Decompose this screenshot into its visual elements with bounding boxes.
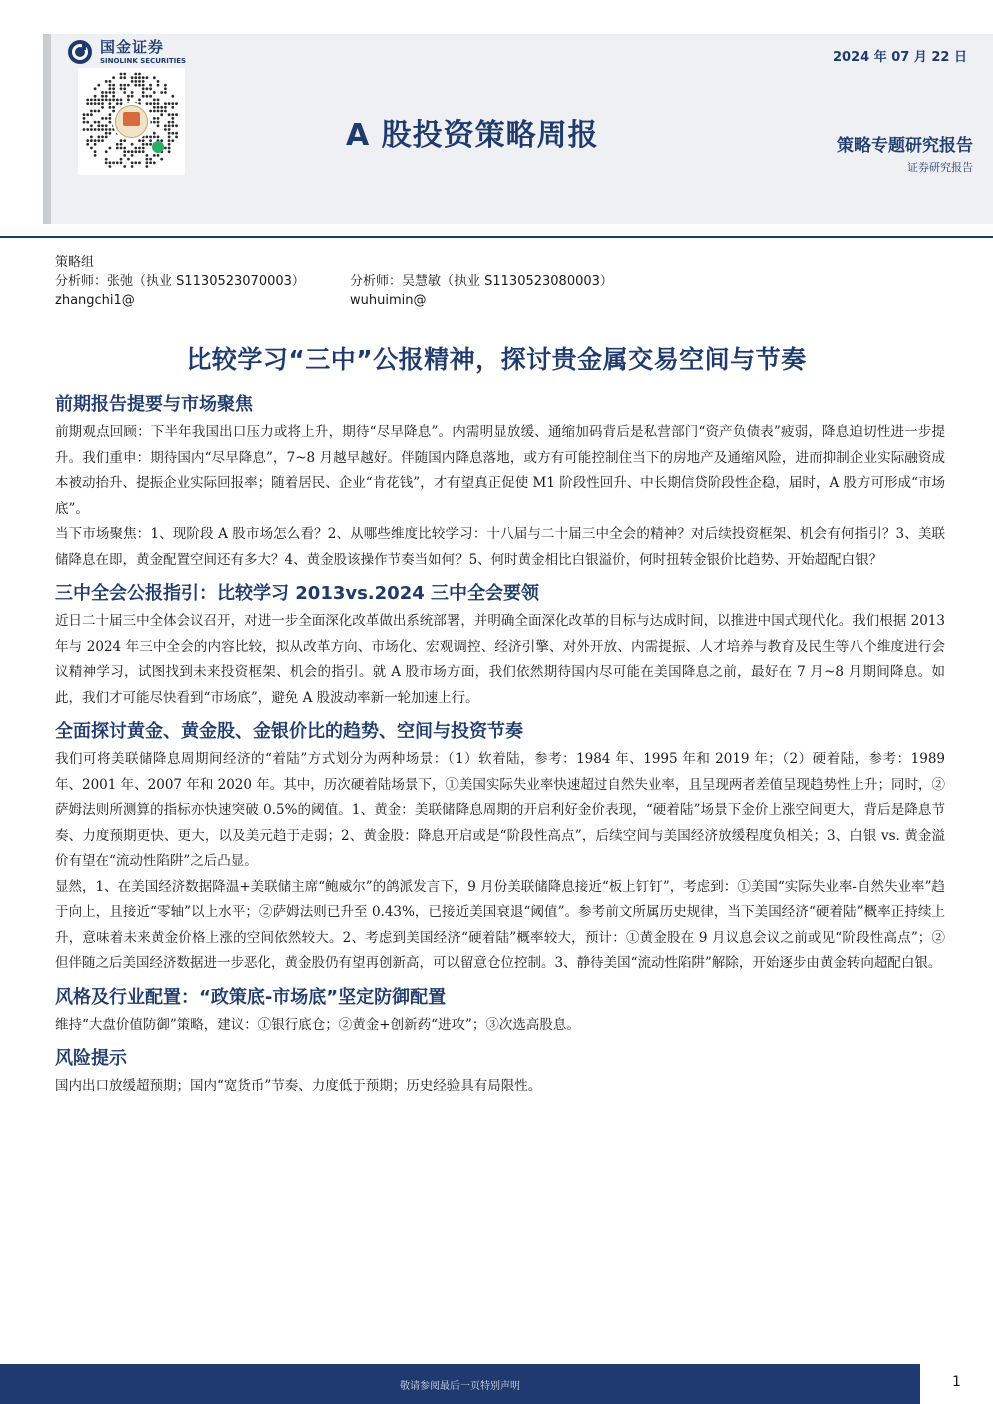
main-headline: 比较学习“三中”公报精神，探讨贵金属交易空间与节奏 bbox=[186, 345, 807, 374]
paragraph: 我们可将美联储降息周期间经济的“着陆”方式划分为两种场景：（1）软着陆，参考：1984 年、1995 年和 2019 年；（2）硬着陆，参考：1989 年、2001 年、2007 年和 2020 年。其中，历次硬着陆场景下，①美国实际失业率快速超过自然失业率，且呈现两者差值呈现趋势性上升；同时，②萨姆法则所测算的指标亦快速突破 0.5%的阈值。1、黄金：美联储降息周期的开启利好金价表现，“硬着陆”场景下金价上涨空间更大，背后是降息节奏、力度预期更快、更大，以及美元趋于走弱；2、黄金股：降息开启或是“阶段性高点”，后续空间与美国经济放缓程度负相关；3、白银 vs. 黄金溢价有望在“流动性陷阱”之后凸显。 bbox=[55, 751, 945, 869]
section-gold-analysis bbox=[55, 720, 945, 977]
paragraph: 国内出口放缓超预期；国内“宽货币”节奏、力度低于预期；历史经验具有局限性。 bbox=[55, 1078, 542, 1094]
paragraph: 当下市场聚焦：1、现阶段 A 股市场怎么看？2、从哪些维度比较学习：十八届与二十届三中全会的精神？对后续投资框架、机会有何指引？3、美联储降息在即，黄金配置空间还有多大？4、黄金股该操作节奏当如何？5、何时黄金相比白银溢价，何时扭转金银价比趋势、开始超配白银？ bbox=[55, 526, 945, 568]
footer-disclaimer-note[interactable]: 敬请参阅最后一页特别声明 bbox=[400, 1381, 520, 1392]
section-third-plenum bbox=[55, 582, 945, 711]
paragraph: 前期观点回顾：下半年我国出口压力或将上升，期待“尽早降息”。内需明显放缓、通缩加码背后是私营部门“资产负债表”疲弱，降息迫切性进一步提升。我们重申：期待国内“尽早降息”，7~8 月越早越好。伴随国内降息落地，或方有可能控制住当下的房地产及通缩风险，进而抑制企业实际融资成本被动抬升、提振企业实际回报率；随着居民、企业“肯花钱”，才有望真正促使 M1 阶段性回升、中长期信贷阶段性企稳，届时，A 股方可形成“市场底”。 bbox=[55, 424, 945, 517]
report-date: 2024 年 07 月 22 日 bbox=[833, 50, 967, 65]
section-title: 风险提示 bbox=[55, 1048, 127, 1069]
analyst-1-line: 分析师：张弛（执业 S1130523070003） bbox=[55, 274, 305, 289]
paragraph: 显然，1、在美国经济数据降温+美联储主席“鲍威尔”的鸽派发言下，9 月份美联储降息接近“板上钉钉”，考虑到：①美国“实际失业率-自然失业率”趋于向上，且接近“零轴”以上水平；②萨姆法则已升至 0.43%，已接近美国衰退“阈值”。参考前文所属历史规律，当下美国经济“硬着陆”概率正持续上升，意味着未来黄金价格上涨的空间依然较大。2、考虑到美国经济“硬着陆”概率较大，预计：①黄金股在 9 月议息会议之前或见“阶段性高点”；②但伴随之后美国经济数据进一步恶化，黄金股仍有望再创新高，可以留意仓位控制。3、静待美国“流动性陷阱”解除，开始逐步由黄金转向超配白银。 bbox=[55, 878, 945, 971]
header-band-shadow bbox=[43, 34, 51, 224]
section-previous-summary bbox=[55, 393, 945, 573]
brand-name-cn: 国金证券 bbox=[100, 37, 165, 56]
report-type: 策略专题研究报告 bbox=[837, 136, 973, 156]
research-group: 策略组 bbox=[55, 255, 95, 270]
analyst-1-email[interactable]: zhangchi1@ bbox=[55, 293, 135, 308]
header-divider bbox=[0, 236, 993, 238]
section-title: 三中全会公报指引：比较学习 2013vs.2024 三中全会要领 bbox=[55, 583, 540, 604]
analyst-block bbox=[55, 253, 935, 310]
section-title: 全面探讨黄金、黄金股、金银价比的趋势、空间与投资节奏 bbox=[55, 721, 523, 742]
section-risk-warning bbox=[55, 1047, 945, 1100]
section-title: 风格及行业配置：“政策底-市场底”坚定防御配置 bbox=[55, 986, 447, 1008]
analyst-lines bbox=[55, 272, 935, 291]
analyst-2-email[interactable]: wuhuimin@ bbox=[350, 293, 427, 308]
page-number: 1 bbox=[952, 1374, 961, 1390]
paragraph: 维持“大盘价值防御”策略，建议：①银行底仓；②黄金+创新药“进攻”；③次选高股息。 bbox=[55, 1016, 580, 1033]
report-title: A 股投资策略周报 bbox=[346, 118, 599, 153]
section-style-allocation bbox=[55, 986, 945, 1039]
analyst-2-line: 分析师：吴慧敏（执业 S1130523080003） bbox=[350, 274, 613, 289]
analyst-emails bbox=[55, 291, 935, 310]
paragraph: 近日二十届三中全体会议召开，对进一步全面深化改革做出系统部署，并明确全面深化改革的目标与达成时间，以推进中国式现代化。我们根据 2013 年与 2024 年三中全会的内容比较，拟从改革方向、市场化、宏观调控、经济引擎、对外开放、内需提振、人才培养与教育及民生等八个维度进行会议精神学习，试图找到未来投资框架、机会的指引。就 A 股市场方面，我们依然期待国内尽可能在美国降息之前，最好在 7 月~8 月期间降息。如此，我们才可能尽快看到“市场底”，避免 A 股波动率新一轮加速上行。 bbox=[55, 613, 945, 706]
brand-logo bbox=[67, 39, 186, 65]
brand-name-en: SINOLINK SECURITIES bbox=[100, 56, 187, 65]
wechat-qr-code bbox=[78, 68, 185, 175]
report-body bbox=[55, 393, 945, 1109]
section-title: 前期报告提要与市场聚焦 bbox=[55, 394, 253, 415]
sinolink-logo-icon bbox=[67, 39, 93, 65]
report-subtype: 证券研究报告 bbox=[907, 161, 973, 174]
